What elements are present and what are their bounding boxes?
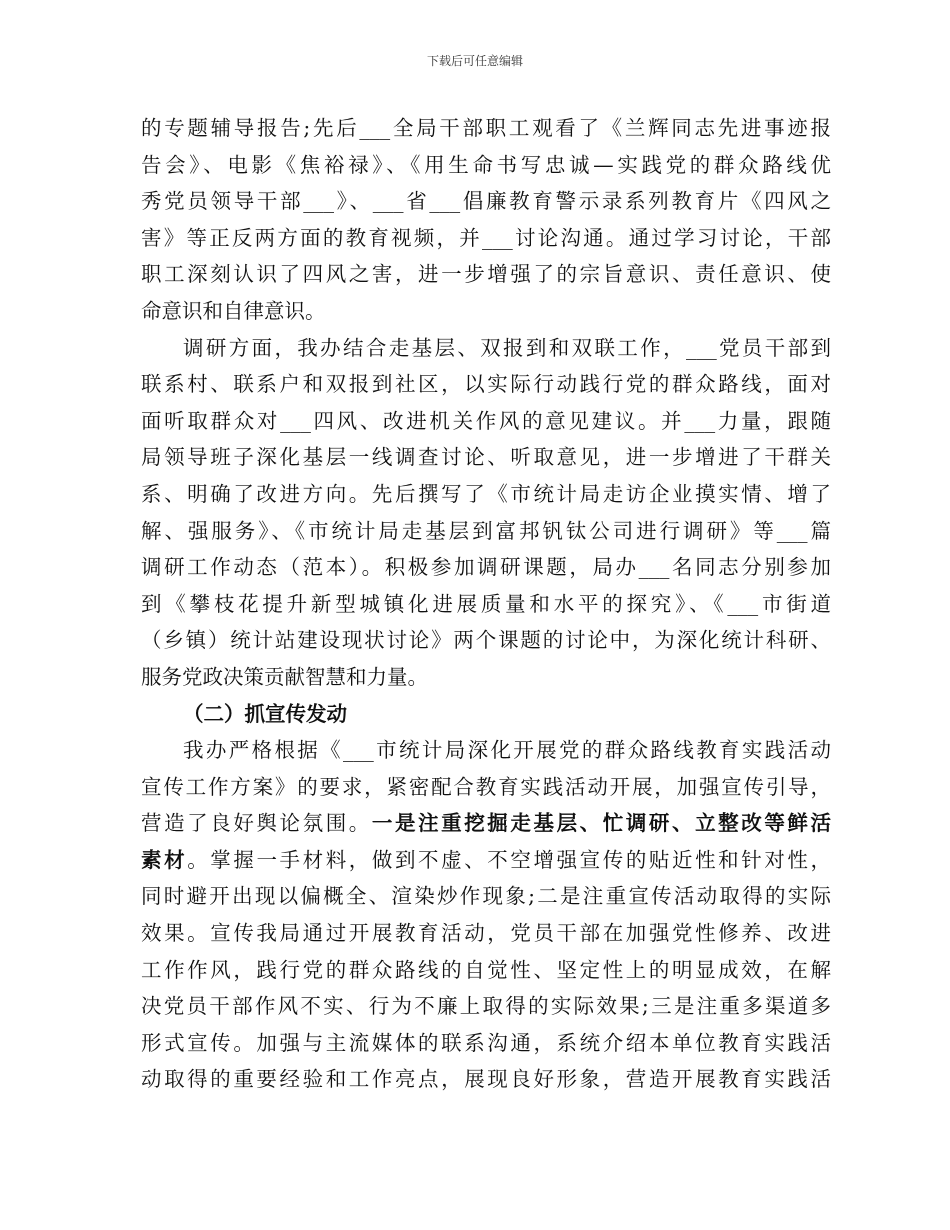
text-line: 秀党员领导干部___》、___省___倡廉教育警示录系列教育片《四风之 — [141, 189, 831, 214]
text-line: 工作作风，践行党的群众路线的自觉性、坚定性上的明显成效，在解 — [141, 957, 831, 982]
text-line: 宣传工作方案》的要求，紧密配合教育实践活动开展，加强宣传引导， — [141, 774, 831, 799]
text-line: 决党员干部作风不实、行为不廉上取得的实际效果;三是注重多渠道多 — [141, 994, 831, 1019]
text-line: （乡镇）统计站建设现状讨论》两个课题的讨论中，为深化统计科研、 — [141, 628, 831, 653]
paragraph-publicity — [141, 732, 831, 1098]
text-line: 面听取群众对___四风、改进机关作风的意见建议。并___力量，跟随 — [141, 408, 831, 433]
text-line: 解、强服务》、《市统计局走基层到富邦钒钛公司进行调研》等___篇 — [141, 518, 831, 543]
text-line-mixed — [141, 842, 831, 879]
text-line: 调研方面，我办结合走基层、双报到和双联工作，___党员干部到 — [183, 335, 831, 360]
text-line: 我办严格根据《___市统计局深化开展党的群众路线教育实践活动 — [183, 738, 831, 763]
text-line-mixed — [141, 805, 831, 842]
text-line: 联系村、联系户和双报到社区，以实际行动践行党的群众路线，面对 — [141, 372, 831, 397]
text-line: 害》等正反两方面的教育视频，并___讨论沟通。通过学习讨论，干部 — [141, 225, 831, 250]
text-line: 的专题辅导报告;先后___全局干部职工观看了《兰辉同志先进事迹报 — [141, 116, 831, 140]
text-line: 到《攀枝花提升新型城镇化进展质量和水平的探究》、《___市街道 — [141, 591, 831, 616]
text-line: 同时避开出现以偏概全、渲染炒作现象;二是注重宣传活动取得的实际 — [141, 884, 831, 909]
text-line: 效果。宣传我局通过开展教育活动，党员干部在加强党性修养、改进 — [141, 921, 831, 946]
paragraph-study — [141, 110, 831, 330]
text-line: 调研工作动态（范本）。积极参加调研课题，局办___名同志分别参加 — [141, 555, 831, 580]
text-segment: 。掌握一手材料，做到不虚、不空增强宣传的贴近性和针对性， — [187, 847, 832, 872]
text-line: 局领导班子深化基层一线调查讨论、听取意见，进一步增进了干群关 — [141, 445, 831, 470]
text-line: 服务党政决策贡献智慧和力量。 — [141, 664, 428, 689]
document-body — [141, 110, 831, 1098]
text-line: 系、明确了改进方向。先后撰写了《市统计局走访企业摸实情、增了 — [141, 481, 831, 506]
section-heading: （二）抓宣传发动 — [183, 701, 347, 726]
text-segment: 营造了良好舆论氛围。 — [141, 811, 372, 836]
paragraph-research — [141, 330, 831, 696]
text-line: 职工深刻认识了四风之害，进一步增强了的宗旨意识、责任意识、使 — [141, 262, 831, 287]
page-header: 下载后可任意编辑 — [426, 54, 523, 68]
text-line: 命意识和自律意识。 — [141, 298, 326, 323]
text-line: 告会》、电影《焦裕禄》、《用生命书写忠诚—实践党的群众路线优 — [141, 152, 831, 177]
text-line: 动取得的重要经验和工作亮点，展现良好形象，营造开展教育实践活 — [141, 1067, 831, 1092]
bold-text-segment: 一是注重挖掘走基层、忙调研、立整改等鲜活 — [371, 811, 832, 836]
text-line: 形式宣传。加强与主流媒体的联系沟通，系统介绍本单位教育实践活 — [141, 1030, 831, 1055]
bold-text-segment: 素材 — [141, 847, 188, 872]
